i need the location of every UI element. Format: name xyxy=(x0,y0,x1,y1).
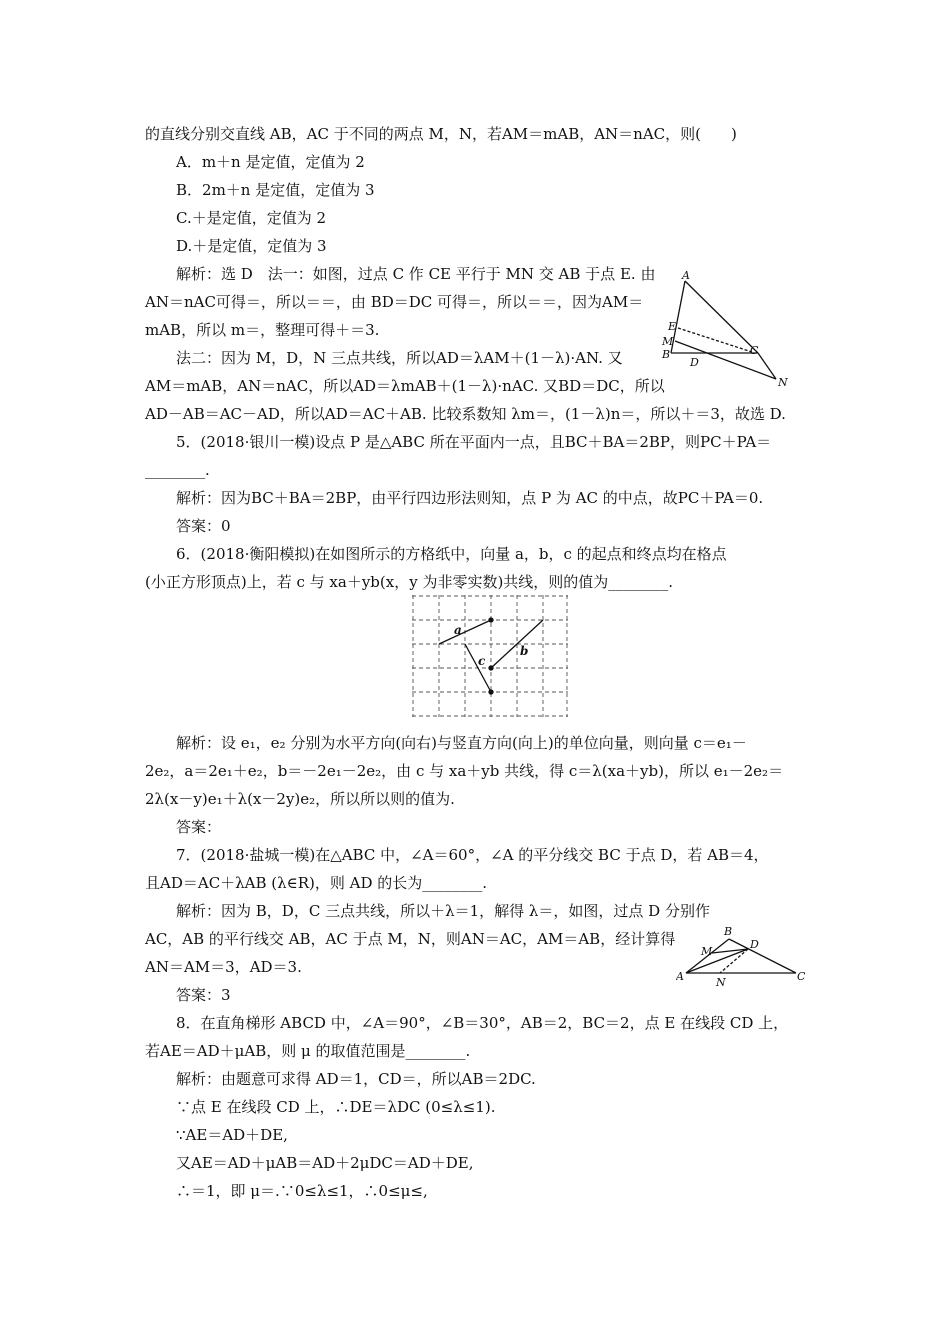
text-line: mAB，所以 m＝，整理可得＋＝3. xyxy=(145,321,380,339)
label-c: C xyxy=(797,970,806,983)
text-line: ∵AE＝AD＋DE, xyxy=(176,1126,288,1144)
figure-triangle-abc xyxy=(676,922,812,988)
label-d: D xyxy=(690,356,699,369)
label-vector-c: c xyxy=(478,654,486,668)
text-line: AC，AB 的平行线交 AB，AC 于点 M，N，则AN＝AC，AM＝AB，经计算得 xyxy=(145,930,676,948)
text-line: 解析：选 D 法一：如图，过点 C 作 CE 平行于 MN 交 AB 于点 E. 由 xyxy=(176,265,656,283)
text-line: ________. xyxy=(145,461,210,479)
figure-triangle-mn xyxy=(660,270,800,392)
label-vector-b: b xyxy=(520,644,529,658)
label-e: E xyxy=(668,320,677,333)
label-vector-a: a xyxy=(454,623,462,637)
text-line: AN＝nAC可得＝，所以＝＝，由 BD＝DC 可得＝，所以＝＝，因为AM＝ xyxy=(145,293,644,311)
label-d: D xyxy=(750,938,759,951)
text-line: 解析：因为BC＋BA＝2BP，由平行四边形法则知，点 P 为 AC 的中点，故PC＋PA＝0. xyxy=(176,489,764,507)
text-line: 2λ(x－y)e₁＋λ(x－2y)e₂，所以所以则的值为. xyxy=(145,790,455,808)
text-line: 且AD＝AC＋λAB (λ∈R)，则 AD 的长为________. xyxy=(145,874,488,892)
text-line: 解析：因为 B，D，C 三点共线，所以＋λ＝1，解得 λ＝，如图，过点 D 分别作 xyxy=(176,902,710,920)
label-m: M xyxy=(662,335,674,348)
label-n: N xyxy=(778,376,788,389)
text-line: AN＝AM＝3，AD＝3. xyxy=(145,958,302,976)
text-line: 6．(2018·衡阳模拟)在如图所示的方格纸中，向量 a，b，c 的起点和终点均在格点 xyxy=(176,545,727,563)
text-line: ∴＝1，即 μ＝.∵0≤λ≤1，∴0≤μ≤, xyxy=(176,1182,428,1200)
text-line: 2e₂，a＝2e₁＋e₂，b＝－2e₁－2e₂，由 c 与 xa＋yb 共线，得 c＝λ(xa＋yb)，所以 e₁－2e₂＝ xyxy=(145,762,784,780)
text-line: 8．在直角梯形 ABCD 中，∠A＝90°，∠B＝30°，AB＝2，BC＝2，点 E 在线段 CD 上， xyxy=(176,1014,789,1032)
text-line: 答案：0 xyxy=(176,517,231,535)
text-line: 答案： xyxy=(176,818,222,836)
text-line: 7．(2018·盐城一模)在△ABC 中，∠A＝60°，∠A 的平分线交 BC 于点 D，若 AB＝4， xyxy=(176,846,769,864)
text-line: 的直线分别交直线 AB，AC 于不同的两点 M，N，若AM＝mAB，AN＝nAC，则( ) xyxy=(145,125,737,143)
text-line: 解析：由题意可求得 AD＝1，CD＝，所以AB＝2DC. xyxy=(176,1070,536,1088)
text-line: 5．(2018·银川一模)设点 P 是△ABC 所在平面内一点，且BC＋BA＝2BP，则PC＋PA＝ xyxy=(176,433,772,451)
label-a: A xyxy=(676,970,684,983)
text-line: (小正方形顶点)上，若 c 与 xa＋yb(x，y 为非零实数)共线，则的值为________. xyxy=(145,573,674,591)
label-n: N xyxy=(716,976,726,988)
label-c: C xyxy=(750,344,759,357)
text-line: 又AE＝AD＋μAB＝AD＋2μDC＝AD＋DE, xyxy=(176,1154,474,1172)
text-line: 答案：3 xyxy=(176,986,231,1004)
text-line: 法二：因为 M，D，N 三点共线，所以AD＝λAM＋(1－λ)·AN. 又 xyxy=(176,349,623,367)
text-line: B．2m＋n 是定值，定值为 3 xyxy=(176,181,375,199)
text-line: A．m＋n 是定值，定值为 2 xyxy=(176,153,365,171)
text-line: C.＋是定值，定值为 2 xyxy=(176,209,327,227)
label-b: B xyxy=(662,348,671,361)
text-line: 解析：设 e₁，e₂ 分别为水平方向(向右)与竖直方向(向上)的单位向量，则向量 c＝e₁－ xyxy=(176,734,747,752)
label-a: A xyxy=(682,270,690,282)
text-line: D.＋是定值，定值为 3 xyxy=(176,237,327,255)
text-line: AD－AB＝AC－AD，所以AD＝AC＋AB. 比较系数知 λm＝，(1－λ)n＝，所以＋＝3，故选 D. xyxy=(145,405,786,423)
text-line: ∵点 E 在线段 CD 上，∴DE＝λDC (0≤λ≤1). xyxy=(176,1098,496,1116)
label-b: B xyxy=(724,925,733,938)
figure-vector-grid xyxy=(412,595,572,717)
label-m: M xyxy=(701,945,713,958)
text-line: 若AE＝AD＋μAB，则 μ 的取值范围是________. xyxy=(145,1042,471,1060)
text-line: AM＝mAB，AN＝nAC，所以AD＝λmAB＋(1－λ)·nAC. 又BD＝DC，所以 xyxy=(145,377,665,395)
